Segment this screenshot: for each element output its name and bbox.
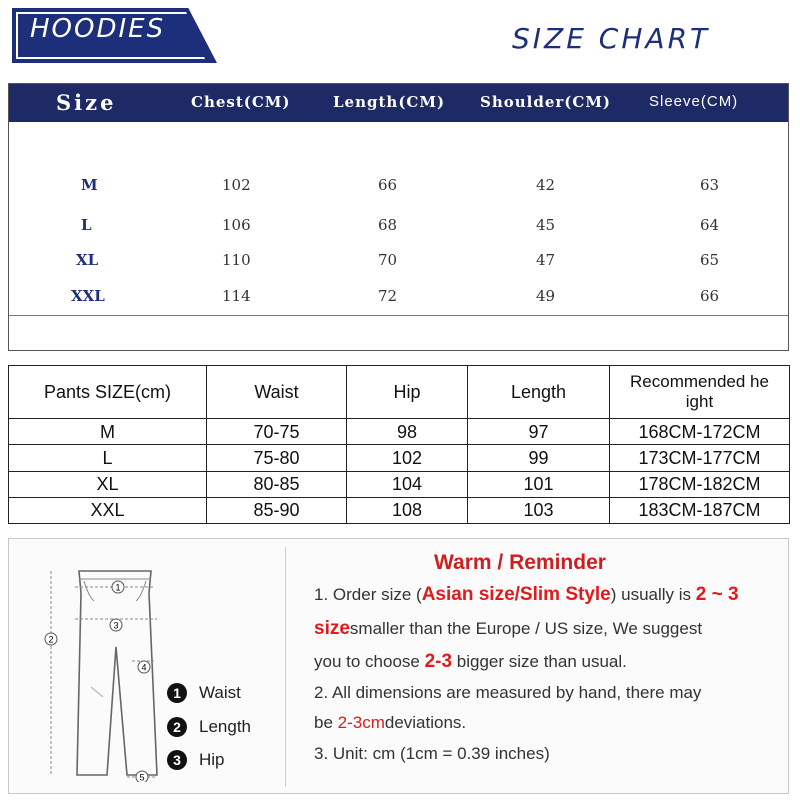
- pants-cell-hip: 102: [347, 445, 468, 471]
- hoodie-cell-sleeve: 64: [700, 216, 720, 234]
- hoodie-cell-length: 68: [378, 216, 398, 234]
- legend-item-length: [167, 717, 277, 737]
- panel-divider: [285, 547, 286, 787]
- note-1-line-3: [314, 652, 627, 672]
- pocket-left: [84, 581, 94, 601]
- note-text: smaller than the Europe / US size, We suggest: [349, 619, 703, 638]
- marker-2: [45, 633, 57, 645]
- svg-text:1: 1: [115, 582, 121, 593]
- pocket-right: [136, 581, 146, 601]
- header-length: Length(CM): [333, 93, 446, 111]
- pants-table-header: [9, 366, 790, 419]
- header-chest: Chest(CM): [191, 93, 291, 111]
- header-hip: Hip: [347, 366, 468, 419]
- note-text: deviations.: [384, 713, 467, 732]
- table-row: [9, 419, 790, 445]
- legend-item-waist: [167, 683, 277, 703]
- note-1-line-1: [314, 585, 739, 605]
- hoodie-cell-shoulder: 49: [536, 287, 556, 305]
- hoodie-size-table: [8, 83, 789, 351]
- pants-cell-hip: 98: [347, 419, 468, 445]
- reminder-title: Warm / Reminder: [434, 551, 606, 574]
- table-divider: [9, 315, 788, 316]
- legend-number: 1: [167, 683, 187, 703]
- legend-label: Length: [199, 717, 251, 736]
- pants-cell-length: 101: [468, 471, 610, 497]
- pants-cell-waist: 70-75: [207, 419, 347, 445]
- note-highlight: 2-3cm: [337, 713, 385, 732]
- hoodie-cell-size: XXL: [71, 287, 105, 305]
- legend-item-hip: [167, 750, 277, 770]
- header-recommended-height: [610, 366, 790, 419]
- marker-5: [136, 771, 148, 782]
- table-row: [9, 445, 790, 471]
- info-panel: [8, 538, 789, 794]
- hoodie-cell-chest: 102: [222, 176, 251, 194]
- hoodie-cell-size: XL: [76, 251, 99, 269]
- note-text: be: [314, 713, 338, 732]
- pants-cell-height: 183CM-187CM: [610, 497, 790, 523]
- header-recommended-line1: Recommended he: [630, 372, 769, 392]
- note-highlight: Asian size/Slim Style: [421, 584, 611, 605]
- svg-text:2: 2: [48, 634, 54, 645]
- note-highlight: 2-3: [424, 651, 453, 672]
- pants-cell-length: 103: [468, 497, 610, 523]
- header-sleeve: Sleeve(CM): [649, 93, 739, 110]
- hoodie-cell-length: 72: [378, 287, 398, 305]
- table-row: [9, 471, 790, 497]
- pants-diagram: [39, 557, 169, 782]
- note-highlight: size: [314, 618, 350, 639]
- hoodie-cell-shoulder: 45: [536, 216, 556, 234]
- legend-number: 2: [167, 717, 187, 737]
- knee-detail: [91, 687, 103, 697]
- pants-cell-height: 168CM-172CM: [610, 419, 790, 445]
- marker-4: [138, 661, 150, 673]
- note-text: 1. Order size (: [314, 585, 422, 604]
- header-recommended-line2: ight: [685, 392, 714, 412]
- hoodie-cell-chest: 114: [222, 287, 251, 305]
- legend-label: Hip: [199, 750, 225, 769]
- note-highlight: 2 ~ 3: [695, 584, 739, 605]
- hoodie-cell-sleeve: 66: [700, 287, 720, 305]
- pants-cell-size: XL: [9, 471, 207, 497]
- page-title: SIZE CHART: [512, 22, 711, 55]
- hoodie-cell-chest: 106: [222, 216, 251, 234]
- banner-text: HOODIES: [30, 14, 166, 44]
- header-waist: Waist: [207, 366, 347, 419]
- pants-cell-waist: 75-80: [207, 445, 347, 471]
- hoodie-cell-size: M: [81, 176, 98, 194]
- svg-text:5: 5: [139, 772, 145, 782]
- note-text: ) usually is: [610, 585, 696, 604]
- svg-text:3: 3: [113, 620, 119, 631]
- pants-cell-size: L: [9, 445, 207, 471]
- pants-cell-length: 97: [468, 419, 610, 445]
- hoodie-cell-sleeve: 63: [700, 176, 720, 194]
- hoodie-cell-length: 70: [378, 251, 398, 269]
- pants-cell-height: 173CM-177CM: [610, 445, 790, 471]
- hoodie-cell-shoulder: 42: [536, 176, 556, 194]
- pants-cell-length: 99: [468, 445, 610, 471]
- hoodie-table-header: [9, 84, 788, 122]
- legend-number: 3: [167, 750, 187, 770]
- hoodie-cell-size: L: [81, 216, 92, 234]
- note-2-line-1: 2. All dimensions are measured by hand, there may: [314, 683, 702, 702]
- marker-3: [110, 619, 122, 631]
- header-length: Length: [468, 366, 610, 419]
- header-pants-size: Pants SIZE(cm): [9, 366, 207, 419]
- table-row: [9, 497, 790, 523]
- note-1-line-2: [314, 619, 702, 639]
- hoodie-cell-chest: 110: [222, 251, 251, 269]
- header-size: Size: [56, 90, 117, 115]
- marker-1: [112, 581, 124, 593]
- pants-size-table: [8, 365, 790, 524]
- header-shoulder: Shoulder(CM): [480, 93, 612, 111]
- note-2-line-2: [314, 713, 466, 733]
- pants-cell-waist: 85-90: [207, 497, 347, 523]
- pants-cell-hip: 108: [347, 497, 468, 523]
- hoodie-cell-sleeve: 65: [700, 251, 720, 269]
- legend-label: Waist: [199, 683, 241, 702]
- hoodie-cell-length: 66: [378, 176, 398, 194]
- pants-cell-hip: 104: [347, 471, 468, 497]
- pants-cell-waist: 80-85: [207, 471, 347, 497]
- note-text: you to choose: [314, 652, 425, 671]
- pants-cell-height: 178CM-182CM: [610, 471, 790, 497]
- svg-text:4: 4: [141, 662, 147, 673]
- pants-cell-size: XXL: [9, 497, 207, 523]
- pants-cell-size: M: [9, 419, 207, 445]
- note-3: 3. Unit: cm (1cm = 0.39 inches): [314, 744, 550, 763]
- note-text: bigger size than usual.: [452, 652, 627, 671]
- hoodie-cell-shoulder: 47: [536, 251, 556, 269]
